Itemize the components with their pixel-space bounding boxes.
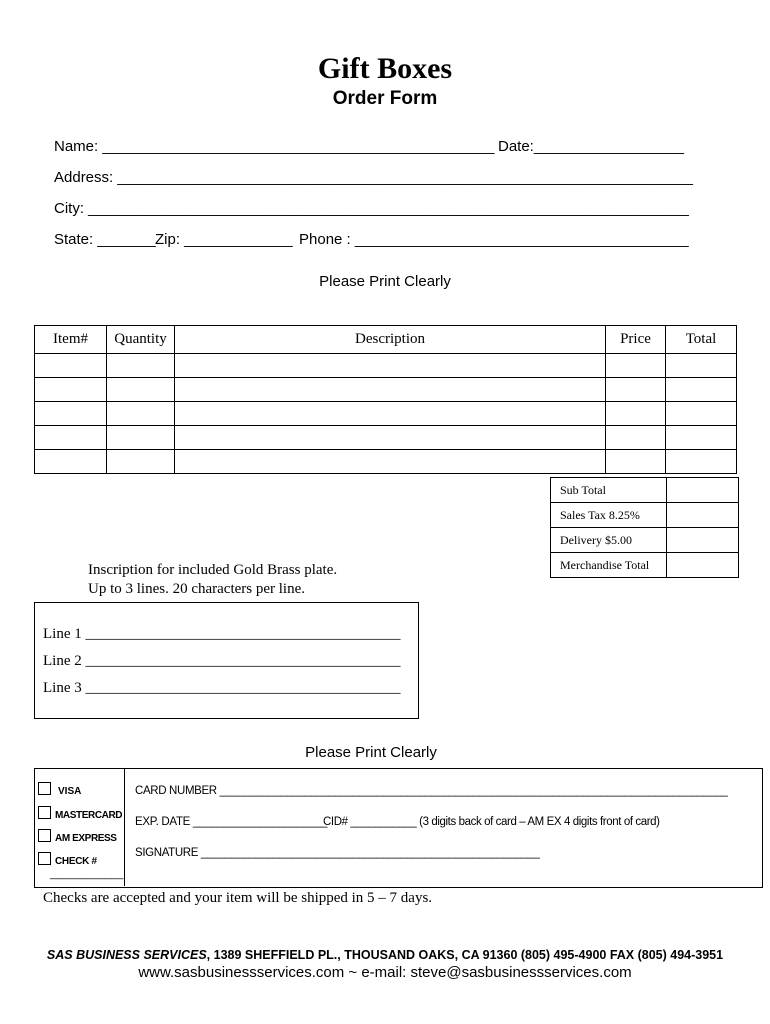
footer-contact: , 1389 SHEFFIELD PL., THOUSAND OAKS, CA 91360 (805) 495-4900 FAX (805) 494-3951 [206, 948, 724, 962]
quantity-cell[interactable] [107, 354, 175, 378]
sales-tax-label: Sales Tax 8.25% [551, 503, 667, 528]
inscription-line-3[interactable]: Line 3 __________________________________________ [43, 680, 401, 696]
items-table [34, 325, 737, 474]
table-row [35, 354, 737, 378]
delivery-label: Delivery $5.00 [551, 528, 667, 553]
price-cell[interactable] [606, 354, 666, 378]
item-cell[interactable] [35, 378, 107, 402]
merchandise-total-cell[interactable] [667, 553, 739, 578]
totals-row [551, 553, 739, 578]
table-row [35, 402, 737, 426]
item-cell[interactable] [35, 426, 107, 450]
table-row [35, 378, 737, 402]
merchandise-total-label: Merchandise Total [551, 553, 667, 578]
name-field[interactable]: Name: _______________________________________________ [54, 138, 495, 155]
inscription-line-1[interactable]: Line 1 __________________________________________ [43, 626, 401, 642]
mastercard-label: MASTERCARD [55, 810, 123, 821]
total-cell[interactable] [666, 426, 737, 450]
totals-row [551, 503, 739, 528]
checkbox-icon[interactable] [38, 806, 51, 819]
description-cell[interactable] [175, 426, 606, 450]
total-cell[interactable] [666, 450, 737, 474]
price-cell[interactable] [606, 402, 666, 426]
description-cell[interactable] [175, 378, 606, 402]
total-cell[interactable] [666, 378, 737, 402]
footer-address [0, 948, 770, 962]
check-number-field[interactable]: ____________ [50, 868, 124, 880]
col-header-price: Price [606, 326, 666, 354]
amex-option[interactable] [38, 828, 117, 846]
item-cell[interactable] [35, 450, 107, 474]
visa-option[interactable] [38, 781, 81, 799]
inscription-instructions-1: Inscription for included Gold Brass plate. [88, 562, 338, 578]
checkbox-icon[interactable] [38, 829, 51, 842]
totals-row [551, 478, 739, 503]
date-field[interactable]: Date:__________________ [498, 138, 685, 155]
delivery-cell[interactable] [667, 528, 739, 553]
checkbox-icon[interactable] [38, 852, 51, 865]
address-field[interactable]: Address: _____________________________________________________________________ [54, 169, 693, 186]
table-row [35, 450, 737, 474]
check-option[interactable] [38, 851, 97, 869]
subtotal-label: Sub Total [551, 478, 667, 503]
col-header-quantity: Quantity [107, 326, 175, 354]
exp-date-field[interactable]: EXP. DATE ______________________ [135, 816, 328, 828]
col-header-total: Total [666, 326, 737, 354]
items-table-header [35, 326, 737, 354]
print-clearly-note: Please Print Clearly [319, 273, 451, 290]
zip-field[interactable]: Zip: _____________ [155, 231, 293, 248]
total-cell[interactable] [666, 354, 737, 378]
inscription-instructions-2: Up to 3 lines. 20 characters per line. [88, 581, 306, 597]
checkbox-icon[interactable] [38, 782, 51, 795]
footer-company: SAS BUSINESS SERVICES [46, 948, 207, 962]
payment-divider [124, 768, 125, 886]
price-cell[interactable] [606, 378, 666, 402]
quantity-cell[interactable] [107, 450, 175, 474]
quantity-cell[interactable] [107, 426, 175, 450]
price-cell[interactable] [606, 426, 666, 450]
print-clearly-note-2: Please Print Clearly [305, 744, 437, 761]
visa-label: VISA [58, 786, 82, 797]
page-subtitle: Order Form [332, 88, 438, 109]
city-field[interactable]: City: ________________________________________________________________________ [54, 200, 689, 217]
phone-field[interactable]: Phone : ________________________________________ [299, 231, 689, 248]
state-field[interactable]: State: _______ [54, 231, 156, 248]
mastercard-option[interactable] [38, 805, 122, 823]
description-cell[interactable] [175, 354, 606, 378]
table-row [35, 426, 737, 450]
subtotal-cell[interactable] [667, 478, 739, 503]
shipping-note: Checks are accepted and your item will be shipped in 5 – 7 days. [43, 890, 433, 906]
item-cell[interactable] [35, 402, 107, 426]
item-cell[interactable] [35, 354, 107, 378]
quantity-cell[interactable] [107, 378, 175, 402]
card-number-field[interactable]: CARD NUMBER ____________________________________________________________________________________ [135, 785, 728, 797]
total-cell[interactable] [666, 402, 737, 426]
sales-tax-cell[interactable] [667, 503, 739, 528]
totals-table [550, 477, 739, 578]
footer-web[interactable]: www.sasbusinessservices.com ~ e-mail: steve@sasbusinessservices.com [138, 964, 632, 981]
check-label: CHECK # [55, 856, 97, 867]
totals-row [551, 528, 739, 553]
description-cell[interactable] [175, 450, 606, 474]
amex-label: AM EXPRESS [55, 833, 117, 844]
inscription-line-2[interactable]: Line 2 __________________________________________ [43, 653, 401, 669]
page-title: Gift Boxes [317, 52, 453, 85]
signature-field[interactable]: SIGNATURE ________________________________________________________ [135, 847, 540, 859]
col-header-description: Description [175, 326, 606, 354]
price-cell[interactable] [606, 450, 666, 474]
quantity-cell[interactable] [107, 402, 175, 426]
cid-field[interactable]: CID# ___________ (3 digits back of card – AM EX 4 digits front of card) [323, 816, 660, 828]
col-header-item: Item# [35, 326, 107, 354]
description-cell[interactable] [175, 402, 606, 426]
